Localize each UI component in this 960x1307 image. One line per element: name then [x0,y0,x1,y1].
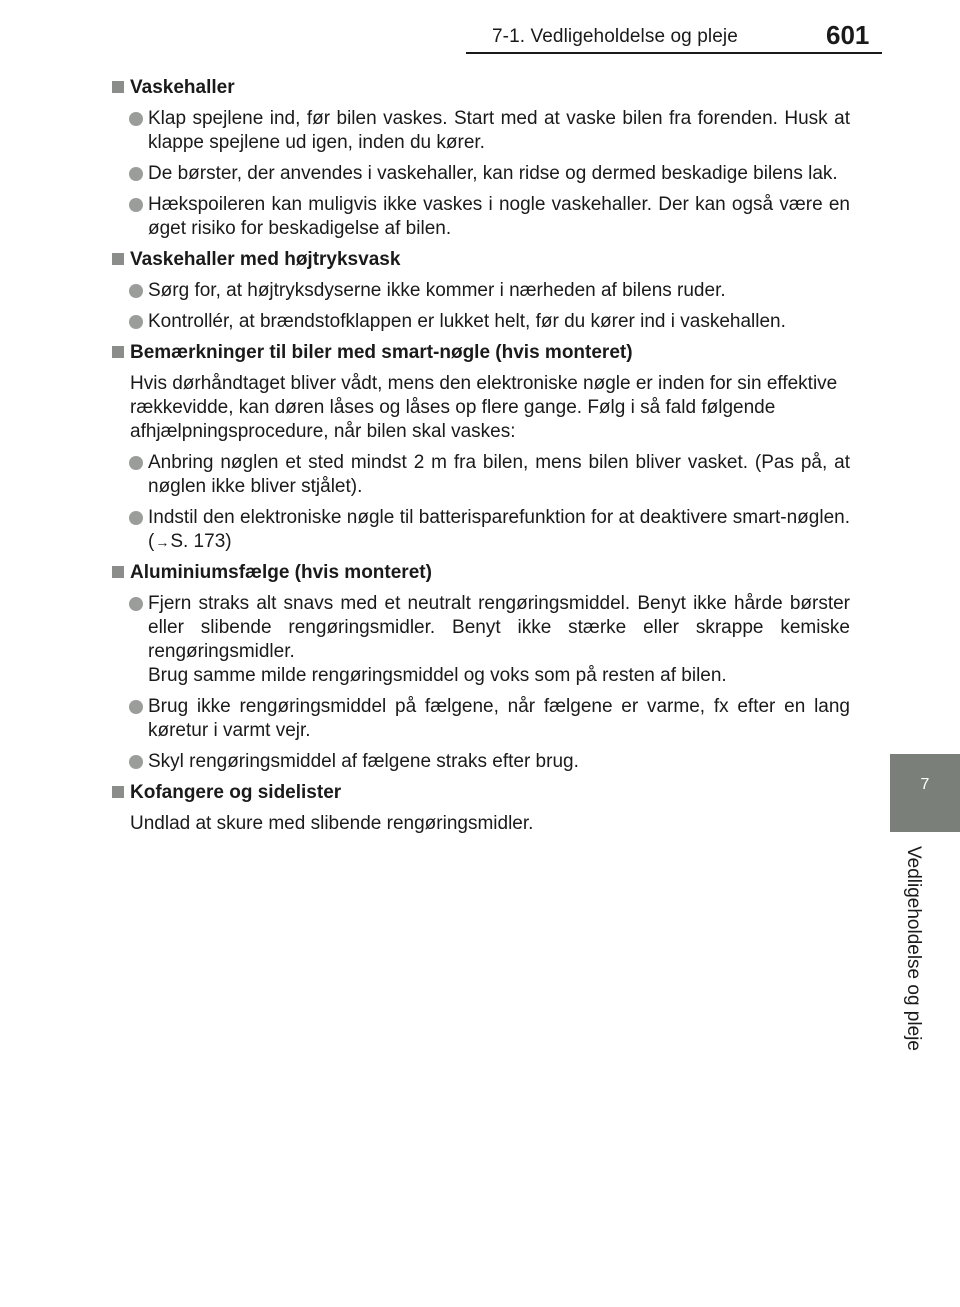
section-kofangere [112,781,850,836]
section-title [112,781,850,805]
list-item-text: Indstil den elektroniske nøgle til batterisparefunktion for at deaktivere smart-nøglen. ( [148,507,850,552]
square-bullet-icon [112,786,124,798]
page-reference-arrow-icon: → [155,534,170,550]
list-item-text: Fjern straks alt snavs med et neutralt rengøringsmiddel. Benyt ikke hårde børster eller slibende rengøringsmidler. Benyt ikke stærke eller skrappe kemiske rengøringsmidler. [148,593,850,662]
list-item [112,107,850,155]
list-item [112,695,850,743]
section-aluminiumsfaelge [112,561,850,774]
dot-bullet-icon [129,700,143,714]
chapter-tab [890,754,960,832]
section-title-text: Vaskehaller [130,77,235,98]
list-item [112,162,850,186]
page-number: 601 [826,20,870,50]
section-smart-noegle [112,341,850,554]
square-bullet-icon [112,81,124,93]
section-title [112,341,850,365]
section-title [112,76,850,100]
header-section-title: 7-1. Vedligeholdelse og pleje [492,26,738,47]
dot-bullet-icon [129,597,143,611]
dot-bullet-icon [129,755,143,769]
list-item-text: Anbring nøglen et sted mindst 2 m fra bilen, mens bilen bliver vasket. (Pas på, at nøglen ikke bliver stjålet). [148,452,850,497]
section-hojtryksvask [112,248,850,334]
list-item [112,193,850,241]
dot-bullet-icon [129,315,143,329]
list-item-text: Klap spejlene ind, før bilen vaskes. Start med at vaske bilen fra forenden. Husk at klappe spejlene ud igen, inden du kører. [148,108,850,153]
dot-bullet-icon [129,112,143,126]
page-content [112,76,850,843]
list-item-text: Sørg for, at højtryksdyserne ikke kommer i nærheden af bilens ruder. [148,280,726,301]
section-title-text: Aluminiumsfælge (hvis monteret) [130,562,432,583]
dot-bullet-icon [129,284,143,298]
section-title-text: Vaskehaller med højtryksvask [130,249,401,270]
dot-bullet-icon [129,167,143,181]
list-item-text: De børster, der anvendes i vaskehaller, kan ridse og dermed beskadige bilens lak. [148,163,838,184]
dot-bullet-icon [129,456,143,470]
chapter-tab-number: 7 [920,776,930,793]
list-item [112,750,850,774]
section-title [112,561,850,585]
square-bullet-icon [112,253,124,265]
dot-bullet-icon [129,198,143,212]
section-paragraph: Undlad at skure med slibende rengøringsmidler. [130,813,534,834]
list-item-text: Brug ikke rengøringsmiddel på fælgene, når fælgene er varme, fx efter en lang køretur i varmt vejr. [148,696,850,741]
chapter-tab-label: Vedligeholdelse og pleje [903,846,924,1051]
section-title [112,248,850,272]
section-title-text: Bemærkninger til biler med smart-nøgle (hvis monteret) [130,342,633,363]
section-paragraph: Hvis dørhåndtaget bliver vådt, mens den elektroniske nøgle er inden for sin effektive rækkevidde, kan døren låses og låses op flere gange. Følg i så fald følgende afhjælpningsprocedure, når bilen skal vaskes: [130,373,838,442]
header-divider [466,52,882,54]
page-reference-link[interactable]: S. 173) [170,531,232,552]
section-vaskehaller [112,76,850,241]
list-item [112,451,850,499]
list-item [112,279,850,303]
list-item [112,310,850,334]
square-bullet-icon [112,566,124,578]
list-item-text: Hækspoileren kan muligvis ikke vaskes i nogle vaskehaller. Der kan også være en øget risiko for beskadigelse af bilen. [148,194,850,239]
list-item [112,506,850,554]
section-title-text: Kofangere og sidelister [130,782,342,803]
dot-bullet-icon [129,511,143,525]
list-item [112,592,850,688]
list-item-text: Kontrollér, at brændstofklappen er lukket helt, før du kører ind i vaskehallen. [148,311,786,332]
list-item-text: Skyl rengøringsmiddel af fælgene straks efter brug. [148,751,579,772]
square-bullet-icon [112,346,124,358]
list-item-extra-text: Brug samme milde rengøringsmiddel og voks som på resten af bilen. [148,665,727,686]
